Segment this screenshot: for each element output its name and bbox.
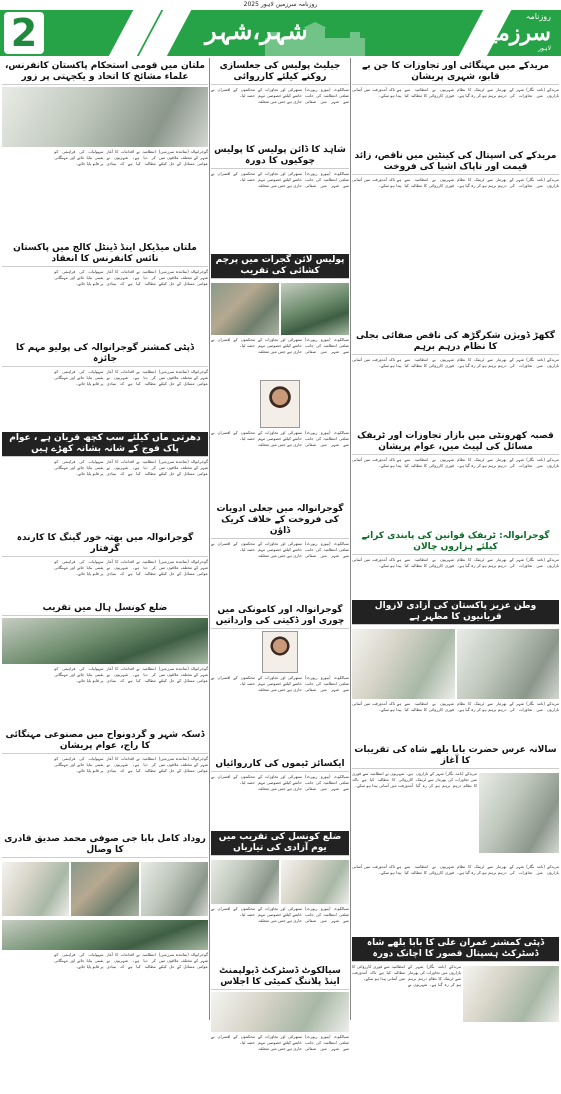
article-body: مریدکے (نامہ نگار) شہر کے بازاروں میں تجاوزات کی بھرمار سے ٹریفک کا نظام درہم برہم ہو کر رہ گیا ہے۔ شہریوں نے انتظامیہ سے فوری کارروائی کا مطالبہ کیا ہے تاکہ آمدورفت میں آسانی پیدا ہو سکے۔ — [352, 457, 559, 468]
gathering-photo — [71, 862, 138, 916]
speech-photo — [352, 629, 455, 699]
article-body: گوجرانوالہ (نمائندہ سرزمین) شہر کے مختلف علاقوں میں عوامی مسائل کے حل کیلئے انتظامیہ نے اقدامات کا آغاز کر دیا ہے۔ شہریوں نے مطالبہ کیا ہے کہ بنیادی سہولیات کی فراہمی کو یقینی بنایا جائے اور مہنگائی پر قابو پایا جائے۔ — [54, 149, 208, 166]
headline: گوجرانوالہ اور کامونکی میں چوری اور ڈکیتی کی وارداتیں — [211, 604, 349, 629]
parade-photo — [281, 283, 349, 335]
ceremony-photo — [281, 860, 349, 904]
page-number: 2 — [4, 12, 44, 54]
dateline: روزنامہ سرزمین لاہور 2025 — [243, 1, 318, 8]
headline: روداد کامل بابا جی صوفی محمد صدیق قادری کا وصال — [2, 833, 208, 858]
column-left — [2, 58, 208, 1020]
headline: سالانہ عرس حضرت بابا بلھے شاہ کی تقریبات کا آغاز — [352, 744, 559, 769]
article-body: سیالکوٹ (بیورو رپورٹ) ضلعی انتظامیہ کی جانب سے شہر میں صفائی ستھرائی اور تجاوزات کے خاتمے کیلئے خصوصی مہم جاری ہے جس میں متعلقہ محکموں کے افسران نے حصہ لیا۔ — [211, 430, 349, 447]
headline: سیالکوٹ ڈسٹرکٹ ڈیولپمنٹ اینڈ پلاننگ کمیٹی کا اجلاس — [211, 965, 349, 990]
article-body: سیالکوٹ (بیورو رپورٹ) ضلعی انتظامیہ کی جانب سے شہر میں صفائی ستھرائی اور تجاوزات کے خاتمے کیلئے خصوصی مہم جاری ہے جس میں متعلقہ محکموں کے افسران نے حصہ لیا۔ — [211, 906, 349, 923]
headline: پولیس لائن گجرات میں پرچم کشائی کی تقریب — [211, 254, 349, 279]
article-body: گوجرانوالہ (نمائندہ سرزمین) شہر کے مختلف علاقوں میں عوامی مسائل کے حل کیلئے انتظامیہ نے اقدامات کا آغاز کر دیا ہے۔ شہریوں نے مطالبہ کیا ہے کہ بنیادی سہولیات کی فراہمی کو یقینی بنایا جائے اور مہنگائی پر قابو پایا جائے۔ — [54, 269, 208, 286]
headline: شاہد کا ڈائن پولیس کا پولیس چوکیوں کا دورہ — [211, 144, 349, 169]
article-body: مریدکے (نامہ نگار) شہر کے بازاروں میں تجاوزات کی بھرمار سے ٹریفک کا نظام درہم برہم ہو کر رہ گیا ہے۔ شہریوں نے انتظامیہ سے فوری کارروائی کا مطالبہ کیا ہے تاکہ آمدورفت میں آسانی پیدا ہو سکے۔ — [352, 557, 559, 568]
article-body: سیالکوٹ (بیورو رپورٹ) ضلعی انتظامیہ کی جانب سے شہر میں صفائی ستھرائی اور تجاوزات کے خاتمے کیلئے خصوصی مہم جاری ہے جس میں متعلقہ محکموں کے افسران نے حصہ لیا۔ — [211, 87, 349, 104]
salute-photo — [211, 283, 279, 335]
headline: گوجرانوالہ میں جعلی ادویات کی فروخت کے خلاف کریک ڈاؤن — [211, 503, 349, 539]
article-body: مریدکے (نامہ نگار) شہر کے بازاروں میں تجاوزات کی بھرمار سے ٹریفک کا نظام درہم برہم ہو کر رہ گیا ہے۔ شہریوں نے انتظامیہ سے فوری کارروائی کا مطالبہ کیا ہے تاکہ آمدورفت میں آسانی پیدا ہو سکے۔ — [352, 357, 559, 368]
newspaper-logo: روزنامہ سرزمین لاہور — [474, 12, 551, 52]
seminar-photo — [457, 629, 560, 699]
article-body: مریدکے (نامہ نگار) شہر کے بازاروں میں تجاوزات کی بھرمار سے ٹریفک کا نظام درہم برہم ہو کر رہ گیا ہے۔ شہریوں نے انتظامیہ سے فوری کارروائی کا مطالبہ کیا ہے تاکہ آمدورفت میں آسانی پیدا ہو سکے۔ — [352, 87, 559, 98]
headline: گوجرانوالہ میں بھتہ خور گینگ کا کارندہ گرفتار — [2, 532, 208, 557]
headline: ڈپٹی کمشنر گوجرانوالہ کی پولیو مہم کا جائزہ — [2, 342, 208, 367]
official-portrait — [260, 380, 300, 428]
headline: ڈسکہ شہر و گردونواح میں مصنوعی مہنگائی کا راج، عوام پریشان — [2, 729, 208, 754]
article-body: گوجرانوالہ (نمائندہ سرزمین) شہر کے مختلف علاقوں میں عوامی مسائل کے حل کیلئے انتظامیہ نے اقدامات کا آغاز کر دیا ہے۔ شہریوں نے مطالبہ کیا ہے کہ بنیادی سہولیات کی فراہمی کو یقینی بنایا جائے اور مہنگائی پر قابو پایا جائے۔ — [54, 459, 208, 476]
photo-row — [211, 858, 349, 906]
article-body: سیالکوٹ (بیورو رپورٹ) ضلعی انتظامیہ کی جانب سے شہر میں صفائی ستھرائی اور تجاوزات کے خاتمے کیلئے خصوصی مہم جاری ہے جس میں متعلقہ محکموں کے افسران نے حصہ لیا۔ — [211, 337, 349, 354]
masthead — [0, 10, 561, 56]
official-portrait — [262, 631, 298, 673]
headline: ضلع کونسل ہال میں تقریب — [2, 602, 208, 616]
photo-row — [352, 964, 559, 1027]
photo-row — [352, 771, 559, 864]
article-body: مریدکے (نامہ نگار) شہر کے بازاروں میں تجاوزات کی بھرمار سے ٹریفک کا نظام درہم برہم ہو کر رہ گیا ہے۔ شہریوں نے انتظامیہ سے فوری کارروائی کا مطالبہ کیا ہے تاکہ آمدورفت میں آسانی پیدا ہو سکے۔ — [352, 177, 559, 188]
headline: مریدکے میں مہنگائی اور تجاوزات کا جن بے قابو، شہری پریشان — [352, 60, 559, 85]
speaker-photo — [211, 860, 279, 904]
article-body: گوجرانوالہ (نمائندہ سرزمین) شہر کے مختلف علاقوں میں عوامی مسائل کے حل کیلئے انتظامیہ نے اقدامات کا آغاز کر دیا ہے۔ شہریوں نے مطالبہ کیا ہے کہ بنیادی سہولیات کی فراہمی کو یقینی بنایا جائے اور مہنگائی پر قابو پایا جائے۔ — [54, 952, 208, 969]
article-body: سیالکوٹ (بیورو رپورٹ) ضلعی انتظامیہ کی جانب سے شہر میں صفائی ستھرائی اور تجاوزات کے خاتمے کیلئے خصوصی مہم جاری ہے جس میں متعلقہ محکموں کے افسران نے حصہ لیا۔ — [211, 774, 349, 791]
column-right — [352, 58, 559, 1020]
headline: ایکسائز ٹیموں کی کارروائیاں — [211, 758, 349, 772]
article-body: گوجرانوالہ (نمائندہ سرزمین) شہر کے مختلف علاقوں میں عوامی مسائل کے حل کیلئے انتظامیہ نے اقدامات کا آغاز کر دیا ہے۔ شہریوں نے مطالبہ کیا ہے کہ بنیادی سہولیات کی فراہمی کو یقینی بنایا جائے اور مہنگائی پر قابو پایا جائے۔ — [54, 756, 208, 773]
headline: جیلیٹ پولیس کی جعلسازی روکنے کیلئے کارروائی — [211, 60, 349, 85]
section-title: شہر،شہر — [205, 16, 308, 45]
article-body: مریدکے (نامہ نگار) شہر کے بازاروں میں تجاوزات کی بھرمار سے ٹریفک کا نظام درہم برہم ہو کر رہ گیا ہے۔ شہریوں نے انتظامیہ سے فوری کارروائی کا مطالبہ کیا ہے تاکہ آمدورفت میں آسانی پیدا ہو سکے۔ — [352, 771, 477, 788]
headline: گکھڑ ڈویژن شکرگڑھ کی ناقص صفائی بجلی کا نظام درہم برہم — [352, 330, 559, 355]
column-rule — [209, 58, 210, 1020]
headline: مریدکے کی اسپتال کی کینٹین میں ناقص، زائد قیمت اور ناپاک اشیا کی فروخت — [352, 150, 559, 175]
headline: ملتان میں قومی استحکام پاکستان کانفرنس، علماء مشائخ کا اتحاد و یکجہتی پر زور — [2, 60, 208, 85]
hospital-visit-photo — [463, 966, 559, 1022]
article-body: سیالکوٹ (بیورو رپورٹ) ضلعی انتظامیہ کی جانب سے شہر میں صفائی ستھرائی اور تجاوزات کے خاتمے کیلئے خصوصی مہم جاری ہے جس میں متعلقہ محکموں کے افسران نے حصہ لیا۔ — [211, 171, 349, 188]
headline: ڈپٹی کمشنر عمران علی کا بابا بلھے شاہ ڈسٹرکٹ ہسپتال قصور کا اچانک دورہ — [352, 937, 559, 962]
headline: قصبہ کھرونٹی میں بازار تجاوزات اور ٹریفک مسائل کی لپیٹ میں، عوام پریشان — [352, 430, 559, 455]
article-body: سیالکوٹ (بیورو رپورٹ) ضلعی انتظامیہ کی جانب سے شہر میں صفائی ستھرائی اور تجاوزات کے خاتمے کیلئے خصوصی مہم جاری ہے جس میں متعلقہ محکموں کے افسران نے حصہ لیا۔ — [211, 675, 349, 692]
article-body: سیالکوٹ (بیورو رپورٹ) ضلعی انتظامیہ کی جانب سے شہر میں صفائی ستھرائی اور تجاوزات کے خاتمے کیلئے خصوصی مہم جاری ہے جس میں متعلقہ محکموں کے افسران نے حصہ لیا۔ — [211, 541, 349, 558]
meeting-photo — [479, 773, 559, 853]
article-body: مریدکے (نامہ نگار) شہر کے بازاروں میں تجاوزات کی بھرمار سے ٹریفک کا نظام درہم برہم ہو کر رہ گیا ہے۔ شہریوں نے انتظامیہ سے فوری کارروائی کا مطالبہ کیا ہے تاکہ آمدورفت میں آسانی پیدا ہو سکے۔ — [352, 701, 559, 712]
article-body: مریدکے (نامہ نگار) شہر کے بازاروں میں تجاوزات کی بھرمار سے ٹریفک کا نظام درہم برہم ہو کر رہ گیا ہے۔ شہریوں نے انتظامیہ سے فوری کارروائی کا مطالبہ کیا ہے تاکہ آمدورفت میں آسانی پیدا ہو سکے۔ — [352, 864, 559, 875]
photo-row — [2, 860, 208, 918]
meeting-photo — [211, 992, 349, 1032]
article-body: گوجرانوالہ (نمائندہ سرزمین) شہر کے مختلف علاقوں میں عوامی مسائل کے حل کیلئے انتظامیہ نے اقدامات کا آغاز کر دیا ہے۔ شہریوں نے مطالبہ کیا ہے کہ بنیادی سہولیات کی فراہمی کو یقینی بنایا جائے اور مہنگائی پر قابو پایا جائے۔ — [54, 559, 208, 576]
headline: وطن عزیز پاکستان کی آزادی لازوال قربانیوں کا مظہر ہے — [352, 600, 559, 625]
headline: دھرتی ماں کیلئے سب کچھ قربان ہے ، عوام پاک فوج کے شانہ بشانہ کھڑے ہیں — [2, 432, 208, 457]
column-rule — [350, 58, 351, 1020]
headline: گوجرانوالہ: ٹریفک قوانین کی پابندی کرانے کیلئے ہزاروں چالان — [352, 530, 559, 555]
photo-row — [211, 281, 349, 337]
crowd-photo — [2, 920, 208, 950]
headline: ضلع کونسل کی تقریب میں یوم آزادی کی تیاریاں — [211, 831, 349, 856]
portrait-photo — [141, 862, 208, 916]
article-body: سیالکوٹ (بیورو رپورٹ) ضلعی انتظامیہ کی جانب سے شہر میں صفائی ستھرائی اور تجاوزات کے خاتمے کیلئے خصوصی مہم جاری ہے جس میں متعلقہ محکموں کے افسران نے حصہ لیا۔ — [211, 1034, 349, 1051]
event-photo — [2, 618, 208, 664]
building-icon — [255, 24, 375, 56]
column-middle — [211, 58, 349, 1051]
shrine-photo — [2, 862, 69, 916]
conference-photo — [2, 87, 208, 147]
article-body: مریدکے (نامہ نگار) شہر کے بازاروں میں تجاوزات کی بھرمار سے ٹریفک کا نظام درہم برہم ہو کر رہ گیا ہے۔ شہریوں نے انتظامیہ سے فوری کارروائی کا مطالبہ کیا ہے تاکہ آمدورفت میں آسانی پیدا ہو سکے۔ — [352, 964, 461, 987]
article-body: گوجرانوالہ (نمائندہ سرزمین) شہر کے مختلف علاقوں میں عوامی مسائل کے حل کیلئے انتظامیہ نے اقدامات کا آغاز کر دیا ہے۔ شہریوں نے مطالبہ کیا ہے کہ بنیادی سہولیات کی فراہمی کو یقینی بنایا جائے اور مہنگائی پر قابو پایا جائے۔ — [54, 369, 208, 386]
photo-row — [352, 627, 559, 701]
article-body: گوجرانوالہ (نمائندہ سرزمین) شہر کے مختلف علاقوں میں عوامی مسائل کے حل کیلئے انتظامیہ نے اقدامات کا آغاز کر دیا ہے۔ شہریوں نے مطالبہ کیا ہے کہ بنیادی سہولیات کی فراہمی کو یقینی بنایا جائے اور مہنگائی پر قابو پایا جائے۔ — [54, 666, 208, 683]
headline: ملتان میڈیکل اینڈ ڈینٹل کالج میں پاکستان نائس کانفرنس کا انعقاد — [2, 242, 208, 267]
